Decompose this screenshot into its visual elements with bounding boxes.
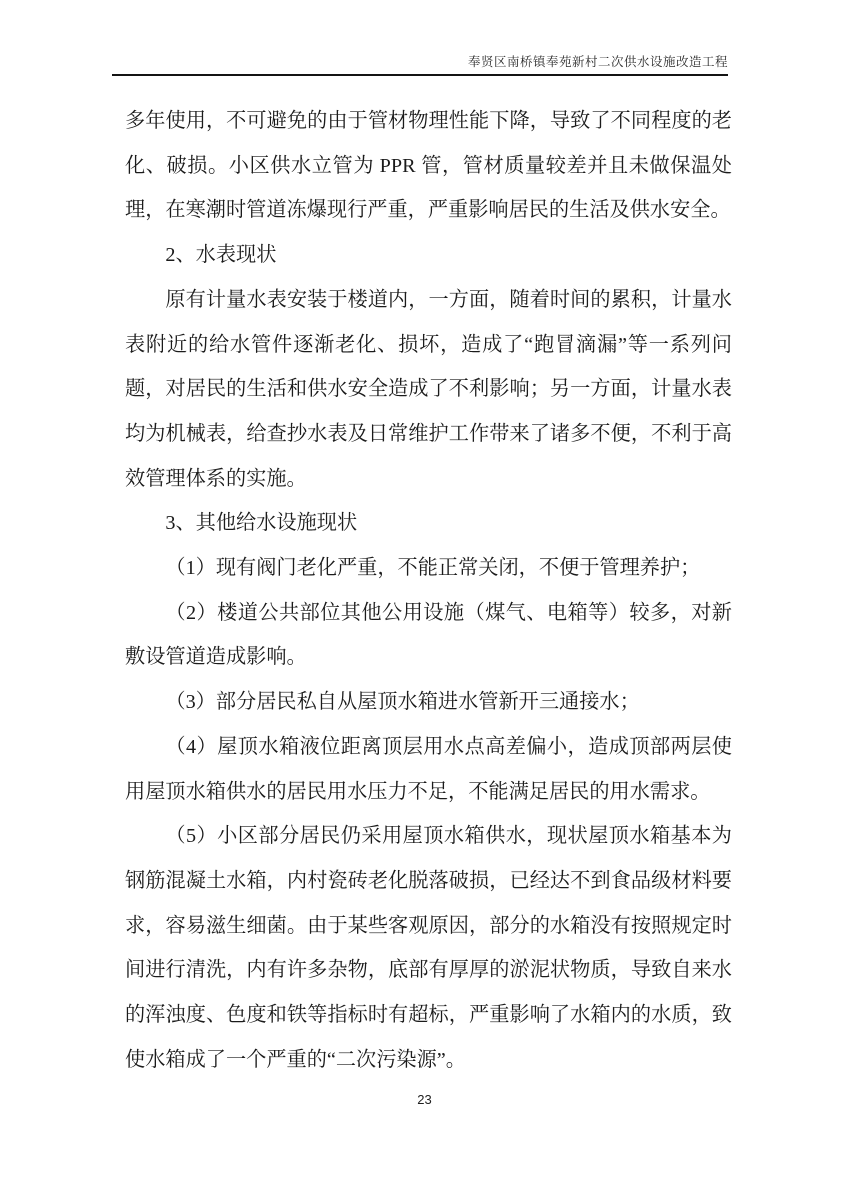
paragraph: （2）楼道公共部位其他公用设施（煤气、电箱等）较多，对新敷设管道造成影响。 [125,601,732,669]
paragraph: （3）部分居民私自从屋顶水箱进水管新开三通接水； [165,691,640,714]
paragraph: 多年使用，不可避免的由于管材物理性能下降，导致了不同程度的老化、破损。小区供水立管为 PPR 管，管材质量较差并且未做保温处理，在寒潮时管道冻爆现行严重，严重影响居民的生活及供水安全。 [125,110,732,222]
header-title: 奉贤区南桥镇奉苑新村二次供水设施改造工程 [467,55,728,69]
paragraph: （4）屋顶水箱液位距离顶层用水点高差偏小，造成顶部两层使用屋顶水箱供水的居民用水压力不足，不能满足居民的用水需求。 [125,735,732,803]
paragraph: 3、其他给水设施现状 [165,512,358,535]
page-number: 23 [417,1092,432,1107]
page-header [112,52,728,76]
document-body [125,99,732,1082]
page-footer [0,1092,849,1107]
paragraph: （1）现有阀门老化严重，不能正常关闭，不便于管理养护； [165,557,701,580]
paragraph: （5）小区部分居民仍采用屋顶水箱供水，现状屋顶水箱基本为钢筋混凝土水箱，内村瓷砖老化脱落破损，已经达不到食品级材料要求，容易滋生细菌。由于某些客观原因，部分的水箱没有按照规定时间进行清洗，内有许多杂物，底部有厚厚的淤泥状物质，导致自来水的浑浊度、色度和铁等指标时有超标，严重影响了水箱内的水质，致使水箱成了一个严重的“二次污染源”。 [125,825,732,1071]
paragraph: 原有计量水表安装于楼道内，一方面，随着时间的累积，计量水表附近的给水管件逐渐老化、损坏，造成了“跑冒滴漏”等一系列问题，对居民的生活和供水安全造成了不利影响；另一方面，计量水表均为机械表，给查抄水表及日常维护工作带来了诸多不便，不利于高效管理体系的实施。 [125,288,732,490]
paragraph: 2、水表现状 [165,244,277,267]
